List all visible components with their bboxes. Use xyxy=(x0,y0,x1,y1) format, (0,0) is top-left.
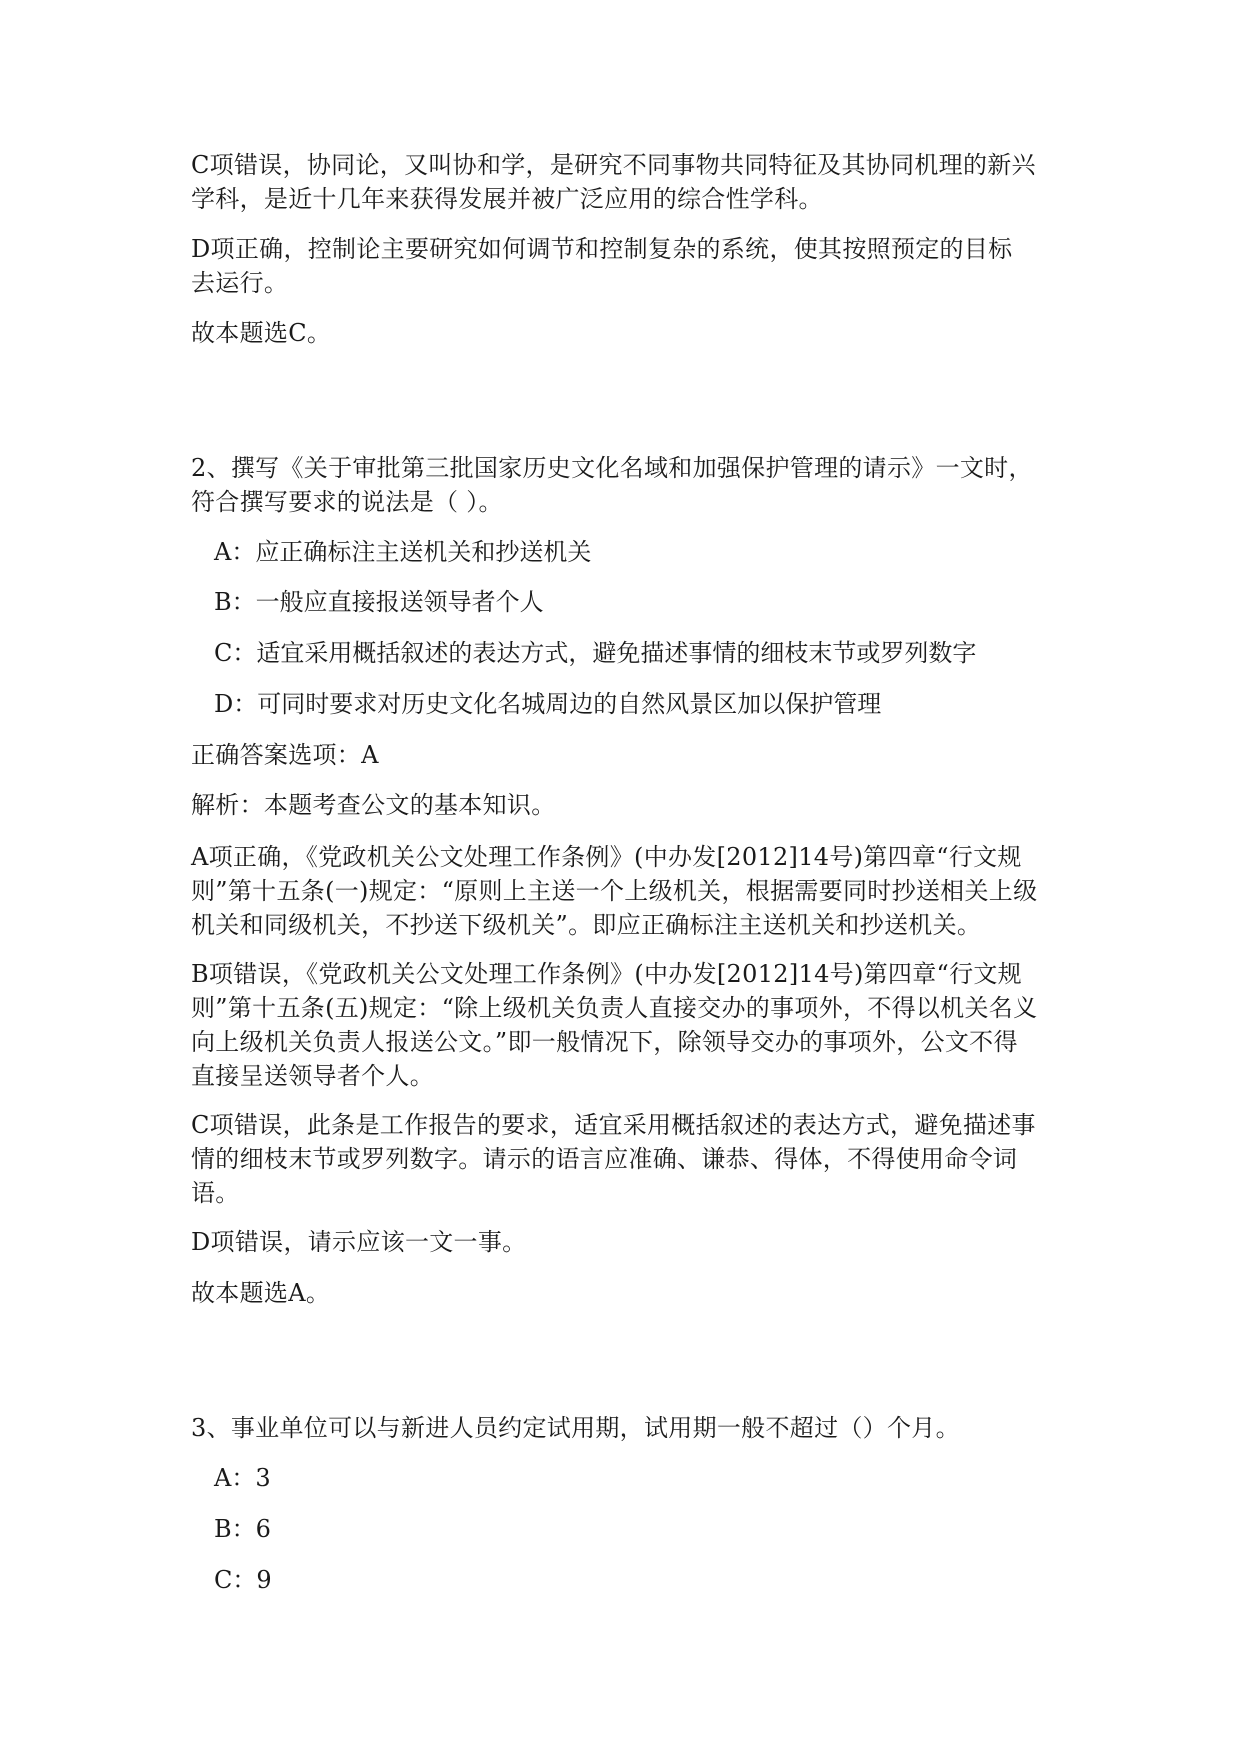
question-2-option-c: C：适宜采用概括叙述的表达方式，避免描述事情的细枝末节或罗列数字 xyxy=(214,639,977,667)
question-2-option-a: A：应正确标注主送机关和抄送机关 xyxy=(214,538,592,566)
text-line: 直接呈送领导者个人。 xyxy=(191,1062,434,1090)
question-2-option-d: D：可同时要求对历史文化名城周边的自然风景区加以保护管理 xyxy=(214,690,882,718)
text-line: 符合撰写要求的说法是（ ）。 xyxy=(191,488,503,516)
question-3-option-c: C：9 xyxy=(214,1566,272,1594)
question-2-conclusion: 故本题选A。 xyxy=(191,1279,331,1307)
question-3-option-a: A：3 xyxy=(214,1464,271,1492)
question-2-explanation-b xyxy=(191,957,1061,1093)
question-2-option-b: B：一般应直接报送领导者个人 xyxy=(214,588,544,616)
text-line: A项正确，《党政机关公文处理工作条例》(中办发[2012]14号)第四章“行文规 xyxy=(191,843,1022,871)
text-line: 学科，是近十几年来获得发展并被广泛应用的综合性学科。 xyxy=(191,185,823,213)
question-2-explanation-a xyxy=(191,840,1061,942)
text-line: D项正确，控制论主要研究如何调节和控制复杂的系统，使其按照预定的目标 xyxy=(191,235,1013,263)
prev-conclusion: 故本题选C。 xyxy=(191,319,332,347)
question-3-option-b: B：6 xyxy=(214,1515,271,1543)
question-2-answer: 正确答案选项：A xyxy=(191,741,379,769)
text-line: 2、撰写《关于审批第三批国家历史文化名域和加强保护管理的请示》一文时， xyxy=(191,454,1033,482)
prev-explanation-c xyxy=(191,148,1061,216)
question-2-stem xyxy=(191,451,1061,519)
text-line: 语。 xyxy=(191,1179,240,1207)
question-2-analysis: 解析：本题考查公文的基本知识。 xyxy=(191,791,556,819)
text-line: C项错误，此条是工作报告的要求，适宜采用概括叙述的表达方式，避免描述事 xyxy=(191,1111,1036,1139)
text-line: C项错误，协同论，又叫协和学，是研究不同事物共同特征及其协同机理的新兴 xyxy=(191,151,1036,179)
text-line: 情的细枝末节或罗列数字。请示的语言应准确、谦恭、得体，不得使用命令词 xyxy=(191,1145,1018,1173)
text-line: 机关和同级机关，不抄送下级机关”。即应正确标注主送机关和抄送机关。 xyxy=(191,911,982,939)
text-line: 则”第十五条(五)规定：“除上级机关负责人直接交办的事项外，不得以机关名义 xyxy=(191,994,1038,1022)
prev-explanation-d xyxy=(191,232,1061,300)
text-line: 则”第十五条(一)规定：“原则上主送一个上级机关，根据需要同时抄送相关上级 xyxy=(191,877,1038,905)
text-line: 向上级机关负责人报送公文。”即一般情况下，除领导交办的事项外，公文不得 xyxy=(191,1028,1018,1056)
question-3-stem: 3、事业单位可以与新进人员约定试用期，试用期一般不超过（）个月。 xyxy=(191,1414,960,1442)
text-line: 去运行。 xyxy=(191,269,289,297)
text-line: B项错误，《党政机关公文处理工作条例》(中办发[2012]14号)第四章“行文规 xyxy=(191,960,1022,988)
question-2-explanation-d: D项错误，请示应该一文一事。 xyxy=(191,1228,527,1256)
question-2-explanation-c xyxy=(191,1108,1061,1210)
